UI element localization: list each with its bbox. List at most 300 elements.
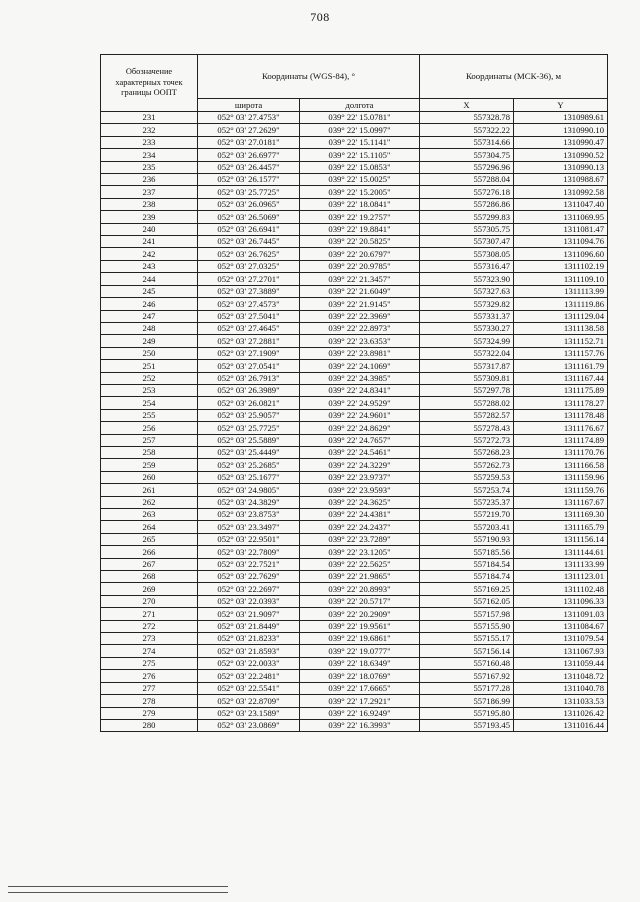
longitude-cell: 039° 22' 20.9785" <box>300 260 420 272</box>
point-number-cell: 237 <box>101 186 198 198</box>
latitude-cell: 052° 03' 21.8593" <box>198 645 300 657</box>
x-coordinate-cell: 557184.74 <box>420 571 514 583</box>
y-coordinate-cell: 1311178.27 <box>514 397 608 409</box>
x-coordinate-cell: 557185.56 <box>420 546 514 558</box>
point-number-cell: 240 <box>101 223 198 235</box>
latitude-cell: 052° 03' 27.4753" <box>198 112 300 124</box>
point-number-cell: 239 <box>101 211 198 223</box>
table-row <box>101 360 608 372</box>
x-coordinate-cell: 557157.98 <box>420 608 514 620</box>
latitude-cell: 052° 03' 27.2701" <box>198 273 300 285</box>
table-row <box>101 583 608 595</box>
longitude-cell: 039° 22' 21.3457" <box>300 273 420 285</box>
latitude-cell: 052° 03' 25.7725" <box>198 186 300 198</box>
y-coordinate-cell: 1310990.10 <box>514 124 608 136</box>
longitude-cell: 039° 22' 15.2005" <box>300 186 420 198</box>
latitude-cell: 052° 03' 27.0325" <box>198 260 300 272</box>
longitude-cell: 039° 22' 23.7289" <box>300 533 420 545</box>
longitude-cell: 039° 22' 19.8841" <box>300 223 420 235</box>
latitude-cell: 052° 03' 25.9057" <box>198 409 300 421</box>
latitude-cell: 052° 03' 27.4573" <box>198 298 300 310</box>
point-number-cell: 254 <box>101 397 198 409</box>
x-coordinate-cell: 557203.41 <box>420 521 514 533</box>
x-coordinate-cell: 557278.43 <box>420 422 514 434</box>
point-number-cell: 265 <box>101 533 198 545</box>
table-row <box>101 657 608 669</box>
x-coordinate-cell: 557167.92 <box>420 670 514 682</box>
longitude-cell: 039° 22' 15.0853" <box>300 161 420 173</box>
y-coordinate-cell: 1311178.48 <box>514 409 608 421</box>
table-row <box>101 558 608 570</box>
longitude-cell: 039° 22' 20.5825" <box>300 236 420 248</box>
table-row <box>101 298 608 310</box>
point-number-cell: 274 <box>101 645 198 657</box>
longitude-cell: 039° 22' 17.2921" <box>300 695 420 707</box>
y-coordinate-cell: 1311174.89 <box>514 434 608 446</box>
y-coordinate-cell: 1311170.76 <box>514 446 608 458</box>
x-coordinate-cell: 557184.54 <box>420 558 514 570</box>
point-number-cell: 244 <box>101 273 198 285</box>
longitude-cell: 039° 22' 24.7657" <box>300 434 420 446</box>
table-header <box>101 55 608 112</box>
latitude-cell: 052° 03' 27.0181" <box>198 136 300 148</box>
x-coordinate-cell: 557162.05 <box>420 595 514 607</box>
point-number-cell: 241 <box>101 236 198 248</box>
y-coordinate-cell: 1311159.76 <box>514 484 608 496</box>
x-coordinate-cell: 557156.14 <box>420 645 514 657</box>
latitude-cell: 052° 03' 27.2629" <box>198 124 300 136</box>
point-number-cell: 269 <box>101 583 198 595</box>
latitude-cell: 052° 03' 23.1589" <box>198 707 300 719</box>
table-row <box>101 484 608 496</box>
latitude-cell: 052° 03' 26.0821" <box>198 397 300 409</box>
x-coordinate-cell: 557317.87 <box>420 360 514 372</box>
header-point: Обозначение характерных точек границы ООПТ <box>101 55 198 112</box>
point-number-cell: 252 <box>101 372 198 384</box>
x-coordinate-cell: 557282.57 <box>420 409 514 421</box>
longitude-cell: 039° 22' 22.8973" <box>300 322 420 334</box>
point-number-cell: 245 <box>101 285 198 297</box>
y-coordinate-cell: 1311156.14 <box>514 533 608 545</box>
longitude-cell: 039° 22' 15.1141" <box>300 136 420 148</box>
x-coordinate-cell: 557219.70 <box>420 509 514 521</box>
table-row <box>101 186 608 198</box>
y-coordinate-cell: 1311159.96 <box>514 471 608 483</box>
latitude-cell: 052° 03' 26.6941" <box>198 223 300 235</box>
x-coordinate-cell: 557324.99 <box>420 335 514 347</box>
point-number-cell: 277 <box>101 682 198 694</box>
table-row <box>101 682 608 694</box>
page-number: 708 <box>310 10 330 24</box>
table-row <box>101 521 608 533</box>
latitude-cell: 052° 03' 27.5041" <box>198 310 300 322</box>
y-coordinate-cell: 1311144.61 <box>514 546 608 558</box>
table-row <box>101 434 608 446</box>
longitude-cell: 039° 22' 23.6353" <box>300 335 420 347</box>
point-number-cell: 246 <box>101 298 198 310</box>
point-number-cell: 280 <box>101 719 198 731</box>
x-coordinate-cell: 557299.83 <box>420 211 514 223</box>
y-coordinate-cell: 1311161.79 <box>514 360 608 372</box>
longitude-cell: 039° 22' 18.6349" <box>300 657 420 669</box>
point-number-cell: 259 <box>101 459 198 471</box>
y-coordinate-cell: 1311166.58 <box>514 459 608 471</box>
latitude-cell: 052° 03' 21.8449" <box>198 620 300 632</box>
point-number-cell: 272 <box>101 620 198 632</box>
table-row <box>101 608 608 620</box>
x-coordinate-cell: 557330.27 <box>420 322 514 334</box>
y-coordinate-cell: 1311176.67 <box>514 422 608 434</box>
y-coordinate-cell: 1310992.58 <box>514 186 608 198</box>
longitude-cell: 039° 22' 23.1205" <box>300 546 420 558</box>
header-y: Y <box>514 99 608 112</box>
latitude-cell: 052° 03' 26.0965" <box>198 198 300 210</box>
table-row <box>101 161 608 173</box>
y-coordinate-cell: 1311167.67 <box>514 496 608 508</box>
y-coordinate-cell: 1311059.44 <box>514 657 608 669</box>
table-row <box>101 347 608 359</box>
header-wgs84: Координаты (WGS-84), ° <box>198 55 420 99</box>
point-number-cell: 235 <box>101 161 198 173</box>
point-number-cell: 268 <box>101 571 198 583</box>
latitude-cell: 052° 03' 25.7725" <box>198 422 300 434</box>
y-coordinate-cell: 1310989.61 <box>514 112 608 124</box>
point-number-cell: 255 <box>101 409 198 421</box>
point-number-cell: 261 <box>101 484 198 496</box>
table-row <box>101 211 608 223</box>
table-row <box>101 236 608 248</box>
y-coordinate-cell: 1311102.19 <box>514 260 608 272</box>
longitude-cell: 039° 22' 15.0781" <box>300 112 420 124</box>
latitude-cell: 052° 03' 26.4457" <box>198 161 300 173</box>
point-number-cell: 243 <box>101 260 198 272</box>
latitude-cell: 052° 03' 26.6977" <box>198 149 300 161</box>
point-number-cell: 260 <box>101 471 198 483</box>
y-coordinate-cell: 1311096.60 <box>514 248 608 260</box>
table-row <box>101 695 608 707</box>
x-coordinate-cell: 557160.48 <box>420 657 514 669</box>
longitude-cell: 039° 22' 16.9249" <box>300 707 420 719</box>
x-coordinate-cell: 557316.47 <box>420 260 514 272</box>
y-coordinate-cell: 1311167.44 <box>514 372 608 384</box>
latitude-cell: 052° 03' 26.3989" <box>198 384 300 396</box>
table-row <box>101 174 608 186</box>
x-coordinate-cell: 557186.99 <box>420 695 514 707</box>
y-coordinate-cell: 1311175.89 <box>514 384 608 396</box>
table-row <box>101 645 608 657</box>
longitude-cell: 039° 22' 23.8981" <box>300 347 420 359</box>
table-row <box>101 260 608 272</box>
y-coordinate-cell: 1311033.53 <box>514 695 608 707</box>
latitude-cell: 052° 03' 21.8233" <box>198 633 300 645</box>
x-coordinate-cell: 557155.17 <box>420 633 514 645</box>
y-coordinate-cell: 1311079.54 <box>514 633 608 645</box>
table-row <box>101 335 608 347</box>
longitude-cell: 039° 22' 20.8993" <box>300 583 420 595</box>
longitude-cell: 039° 22' 15.0025" <box>300 174 420 186</box>
table-row <box>101 384 608 396</box>
y-coordinate-cell: 1311157.76 <box>514 347 608 359</box>
y-coordinate-cell: 1311123.01 <box>514 571 608 583</box>
x-coordinate-cell: 557276.18 <box>420 186 514 198</box>
longitude-cell: 039° 22' 20.6797" <box>300 248 420 260</box>
longitude-cell: 039° 22' 24.1069" <box>300 360 420 372</box>
y-coordinate-cell: 1311133.99 <box>514 558 608 570</box>
x-coordinate-cell: 557314.66 <box>420 136 514 148</box>
x-coordinate-cell: 557272.73 <box>420 434 514 446</box>
y-coordinate-cell: 1311040.78 <box>514 682 608 694</box>
point-number-cell: 257 <box>101 434 198 446</box>
table-row <box>101 571 608 583</box>
y-coordinate-cell: 1310988.67 <box>514 174 608 186</box>
latitude-cell: 052° 03' 22.5541" <box>198 682 300 694</box>
point-number-cell: 242 <box>101 248 198 260</box>
y-coordinate-cell: 1311047.40 <box>514 198 608 210</box>
x-coordinate-cell: 557304.75 <box>420 149 514 161</box>
footer-rule <box>8 892 228 893</box>
longitude-cell: 039° 22' 24.8629" <box>300 422 420 434</box>
table-row <box>101 496 608 508</box>
x-coordinate-cell: 557155.90 <box>420 620 514 632</box>
y-coordinate-cell: 1311091.03 <box>514 608 608 620</box>
table-row <box>101 124 608 136</box>
y-coordinate-cell: 1310990.47 <box>514 136 608 148</box>
point-number-cell: 232 <box>101 124 198 136</box>
point-number-cell: 271 <box>101 608 198 620</box>
longitude-cell: 039° 22' 21.9145" <box>300 298 420 310</box>
table-body <box>101 112 608 732</box>
x-coordinate-cell: 557328.78 <box>420 112 514 124</box>
x-coordinate-cell: 557195.80 <box>420 707 514 719</box>
longitude-cell: 039° 22' 24.9601" <box>300 409 420 421</box>
x-coordinate-cell: 557307.47 <box>420 236 514 248</box>
point-number-cell: 270 <box>101 595 198 607</box>
longitude-cell: 039° 22' 17.6665" <box>300 682 420 694</box>
latitude-cell: 052° 03' 22.0033" <box>198 657 300 669</box>
longitude-cell: 039° 22' 23.9593" <box>300 484 420 496</box>
x-coordinate-cell: 557296.96 <box>420 161 514 173</box>
point-number-cell: 276 <box>101 670 198 682</box>
point-number-cell: 236 <box>101 174 198 186</box>
table-row <box>101 459 608 471</box>
table-row <box>101 112 608 124</box>
y-coordinate-cell: 1311081.47 <box>514 223 608 235</box>
latitude-cell: 052° 03' 25.4449" <box>198 446 300 458</box>
longitude-cell: 039° 22' 21.6049" <box>300 285 420 297</box>
table-row <box>101 409 608 421</box>
longitude-cell: 039° 22' 23.9737" <box>300 471 420 483</box>
longitude-cell: 039° 22' 24.3625" <box>300 496 420 508</box>
latitude-cell: 052° 03' 25.2685" <box>198 459 300 471</box>
y-coordinate-cell: 1311069.95 <box>514 211 608 223</box>
latitude-cell: 052° 03' 22.0393" <box>198 595 300 607</box>
header-latitude: широта <box>198 99 300 112</box>
x-coordinate-cell: 557268.23 <box>420 446 514 458</box>
longitude-cell: 039° 22' 18.0841" <box>300 198 420 210</box>
y-coordinate-cell: 1311129.04 <box>514 310 608 322</box>
y-coordinate-cell: 1311165.79 <box>514 521 608 533</box>
x-coordinate-cell: 557288.04 <box>420 174 514 186</box>
x-coordinate-cell: 557235.37 <box>420 496 514 508</box>
point-number-cell: 258 <box>101 446 198 458</box>
longitude-cell: 039° 22' 20.2909" <box>300 608 420 620</box>
x-coordinate-cell: 557253.74 <box>420 484 514 496</box>
y-coordinate-cell: 1311048.72 <box>514 670 608 682</box>
point-number-cell: 253 <box>101 384 198 396</box>
y-coordinate-cell: 1311026.42 <box>514 707 608 719</box>
latitude-cell: 052° 03' 27.0541" <box>198 360 300 372</box>
y-coordinate-cell: 1311152.71 <box>514 335 608 347</box>
table-row <box>101 310 608 322</box>
longitude-cell: 039° 22' 24.2437" <box>300 521 420 533</box>
longitude-cell: 039° 22' 22.3969" <box>300 310 420 322</box>
x-coordinate-cell: 557305.75 <box>420 223 514 235</box>
latitude-cell: 052° 03' 22.2697" <box>198 583 300 595</box>
latitude-cell: 052° 03' 26.5069" <box>198 211 300 223</box>
point-number-cell: 238 <box>101 198 198 210</box>
point-number-cell: 275 <box>101 657 198 669</box>
x-coordinate-cell: 557262.73 <box>420 459 514 471</box>
latitude-cell: 052° 03' 22.8709" <box>198 695 300 707</box>
point-number-cell: 266 <box>101 546 198 558</box>
y-coordinate-cell: 1311102.48 <box>514 583 608 595</box>
longitude-cell: 039° 22' 19.6861" <box>300 633 420 645</box>
table-row <box>101 719 608 731</box>
x-coordinate-cell: 557323.90 <box>420 273 514 285</box>
longitude-cell: 039° 22' 19.9561" <box>300 620 420 632</box>
latitude-cell: 052° 03' 24.9805" <box>198 484 300 496</box>
table-row <box>101 322 608 334</box>
x-coordinate-cell: 557331.37 <box>420 310 514 322</box>
footer-rule <box>8 886 228 887</box>
point-number-cell: 247 <box>101 310 198 322</box>
longitude-cell: 039° 22' 24.9529" <box>300 397 420 409</box>
point-number-cell: 234 <box>101 149 198 161</box>
point-number-cell: 233 <box>101 136 198 148</box>
x-coordinate-cell: 557169.25 <box>420 583 514 595</box>
x-coordinate-cell: 557190.93 <box>420 533 514 545</box>
x-coordinate-cell: 557193.45 <box>420 719 514 731</box>
table-row <box>101 273 608 285</box>
point-number-cell: 279 <box>101 707 198 719</box>
longitude-cell: 039° 22' 24.4381" <box>300 509 420 521</box>
y-coordinate-cell: 1311096.33 <box>514 595 608 607</box>
latitude-cell: 052° 03' 23.0869" <box>198 719 300 731</box>
y-coordinate-cell: 1311109.10 <box>514 273 608 285</box>
y-coordinate-cell: 1311113.99 <box>514 285 608 297</box>
point-number-cell: 248 <box>101 322 198 334</box>
table-row <box>101 422 608 434</box>
y-coordinate-cell: 1311169.30 <box>514 509 608 521</box>
longitude-cell: 039° 22' 15.0997" <box>300 124 420 136</box>
x-coordinate-cell: 557329.82 <box>420 298 514 310</box>
x-coordinate-cell: 557322.04 <box>420 347 514 359</box>
y-coordinate-cell: 1311084.67 <box>514 620 608 632</box>
y-coordinate-cell: 1311119.86 <box>514 298 608 310</box>
longitude-cell: 039° 22' 24.8341" <box>300 384 420 396</box>
table-row <box>101 223 608 235</box>
header-longitude: долгота <box>300 99 420 112</box>
y-coordinate-cell: 1310990.13 <box>514 161 608 173</box>
table-row <box>101 509 608 521</box>
table-row <box>101 198 608 210</box>
longitude-cell: 039° 22' 20.5717" <box>300 595 420 607</box>
latitude-cell: 052° 03' 22.7809" <box>198 546 300 558</box>
table-row <box>101 248 608 260</box>
point-number-cell: 273 <box>101 633 198 645</box>
latitude-cell: 052° 03' 26.7913" <box>198 372 300 384</box>
y-coordinate-cell: 1311067.93 <box>514 645 608 657</box>
point-number-cell: 262 <box>101 496 198 508</box>
x-coordinate-cell: 557177.28 <box>420 682 514 694</box>
x-coordinate-cell: 557309.81 <box>420 372 514 384</box>
coordinates-table <box>100 54 608 732</box>
latitude-cell: 052° 03' 22.9501" <box>198 533 300 545</box>
table-row <box>101 471 608 483</box>
y-coordinate-cell: 1311016.44 <box>514 719 608 731</box>
table-row <box>101 446 608 458</box>
latitude-cell: 052° 03' 25.5889" <box>198 434 300 446</box>
latitude-cell: 052° 03' 26.7445" <box>198 236 300 248</box>
longitude-cell: 039° 22' 24.3229" <box>300 459 420 471</box>
point-number-cell: 264 <box>101 521 198 533</box>
x-coordinate-cell: 557286.86 <box>420 198 514 210</box>
table-row <box>101 533 608 545</box>
latitude-cell: 052° 03' 24.3829" <box>198 496 300 508</box>
longitude-cell: 039° 22' 22.5625" <box>300 558 420 570</box>
x-coordinate-cell: 557327.63 <box>420 285 514 297</box>
table-row <box>101 595 608 607</box>
longitude-cell: 039° 22' 24.3985" <box>300 372 420 384</box>
table-row <box>101 149 608 161</box>
point-number-cell: 231 <box>101 112 198 124</box>
table-row <box>101 136 608 148</box>
latitude-cell: 052° 03' 22.7521" <box>198 558 300 570</box>
latitude-cell: 052° 03' 27.2881" <box>198 335 300 347</box>
latitude-cell: 052° 03' 23.3497" <box>198 521 300 533</box>
table-row <box>101 707 608 719</box>
point-number-cell: 256 <box>101 422 198 434</box>
longitude-cell: 039° 22' 15.1105" <box>300 149 420 161</box>
longitude-cell: 039° 22' 18.0769" <box>300 670 420 682</box>
point-number-cell: 250 <box>101 347 198 359</box>
point-number-cell: 278 <box>101 695 198 707</box>
x-coordinate-cell: 557297.78 <box>420 384 514 396</box>
latitude-cell: 052° 03' 27.4645" <box>198 322 300 334</box>
latitude-cell: 052° 03' 23.8753" <box>198 509 300 521</box>
latitude-cell: 052° 03' 26.7625" <box>198 248 300 260</box>
latitude-cell: 052° 03' 27.3889" <box>198 285 300 297</box>
y-coordinate-cell: 1311138.58 <box>514 322 608 334</box>
x-coordinate-cell: 557308.05 <box>420 248 514 260</box>
table-row <box>101 620 608 632</box>
table-row <box>101 546 608 558</box>
longitude-cell: 039° 22' 21.9865" <box>300 571 420 583</box>
point-number-cell: 251 <box>101 360 198 372</box>
longitude-cell: 039° 22' 16.3993" <box>300 719 420 731</box>
table-row <box>101 397 608 409</box>
latitude-cell: 052° 03' 25.1677" <box>198 471 300 483</box>
latitude-cell: 052° 03' 21.9097" <box>198 608 300 620</box>
point-number-cell: 263 <box>101 509 198 521</box>
point-number-cell: 267 <box>101 558 198 570</box>
x-coordinate-cell: 557259.53 <box>420 471 514 483</box>
longitude-cell: 039° 22' 24.5461" <box>300 446 420 458</box>
table-row <box>101 285 608 297</box>
x-coordinate-cell: 557288.02 <box>420 397 514 409</box>
latitude-cell: 052° 03' 27.1909" <box>198 347 300 359</box>
table-row <box>101 633 608 645</box>
